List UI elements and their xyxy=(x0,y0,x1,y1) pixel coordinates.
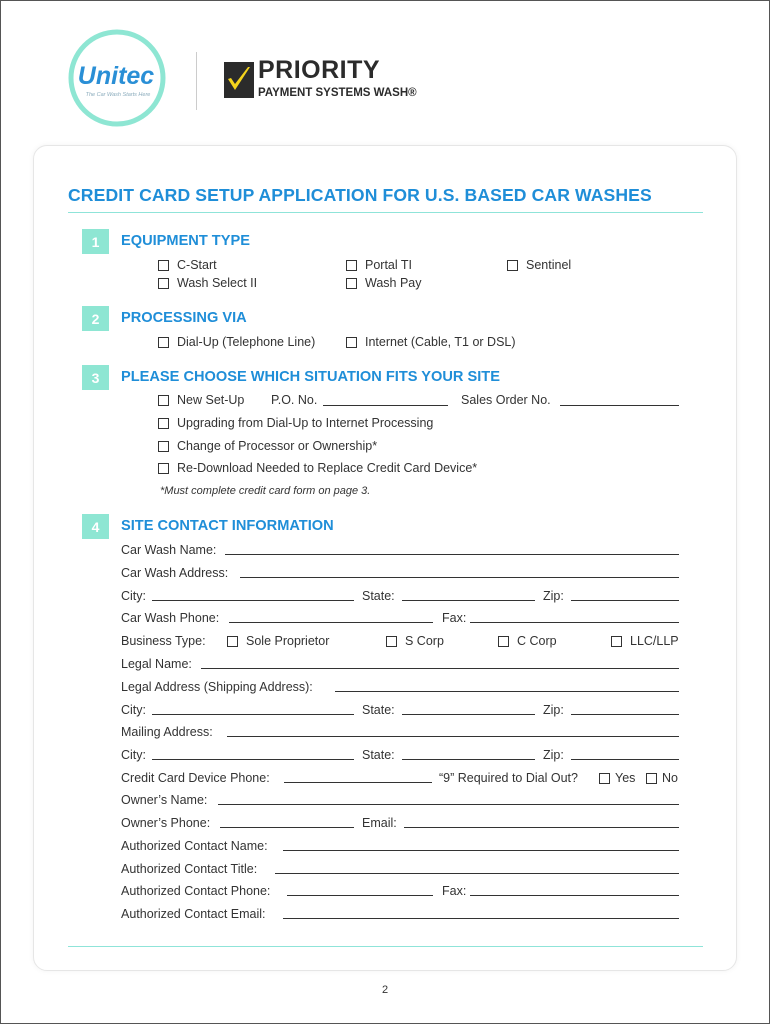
auth-email-field[interactable] xyxy=(283,918,679,919)
city-label: City: xyxy=(121,703,146,717)
business-type-label: Business Type: xyxy=(121,634,206,648)
zip-label: Zip: xyxy=(543,748,564,762)
checkbox-sentinel[interactable]: Sentinel xyxy=(507,258,571,272)
city-field[interactable] xyxy=(152,714,354,715)
checkbox-internet[interactable]: Internet (Cable, T1 or DSL) xyxy=(346,335,516,349)
page-3-note: *Must complete credit card form on page 3. xyxy=(160,485,371,497)
checkbox-upgrading[interactable]: Upgrading from Dial-Up to Internet Processing xyxy=(158,416,433,430)
zip-field[interactable] xyxy=(571,600,679,601)
checkbox-change-processor[interactable]: Change of Processor or Ownership* xyxy=(158,439,377,453)
checkbox-redownload[interactable]: Re-Download Needed to Replace Credit Card Device* xyxy=(158,461,477,475)
email-field[interactable] xyxy=(404,827,679,828)
owner-name-field[interactable] xyxy=(218,804,679,805)
checkbox-sole-proprietor[interactable]: Sole Proprietor xyxy=(227,634,329,648)
checkbox-wash-pay[interactable]: Wash Pay xyxy=(346,276,422,290)
bottom-rule xyxy=(68,946,703,947)
unitec-name: Unitec xyxy=(77,62,155,90)
section-4-heading: SITE CONTACT INFORMATION xyxy=(121,518,334,534)
legal-name-field[interactable] xyxy=(201,668,679,669)
car-wash-name-field[interactable] xyxy=(225,554,679,555)
sales-order-field[interactable] xyxy=(560,405,679,406)
mailing-address-field[interactable] xyxy=(227,736,679,737)
checkbox-box[interactable] xyxy=(386,636,397,647)
section-1-number: 1 xyxy=(82,229,109,254)
state-field[interactable] xyxy=(402,714,535,715)
city-label: City: xyxy=(121,748,146,762)
checkbox-box[interactable] xyxy=(646,773,657,784)
car-wash-address-field[interactable] xyxy=(240,577,679,578)
section-2-number: 2 xyxy=(82,306,109,331)
city-field[interactable] xyxy=(152,600,354,601)
section-2-heading: PROCESSING VIA xyxy=(121,310,247,326)
checkbox-box[interactable] xyxy=(507,260,518,271)
section-4-number: 4 xyxy=(82,514,109,539)
sales-order-label: Sales Order No. xyxy=(461,393,551,407)
legal-name-label: Legal Name: xyxy=(121,657,192,671)
priority-name: PRIORITY xyxy=(258,56,381,84)
owner-name-label: Owner’s Name: xyxy=(121,793,208,807)
dial-out-label: “9” Required to Dial Out? xyxy=(439,771,578,785)
auth-name-label: Authorized Contact Name: xyxy=(121,839,268,853)
car-wash-phone-field[interactable] xyxy=(229,622,433,623)
city-label: City: xyxy=(121,589,146,603)
auth-phone-field[interactable] xyxy=(287,895,433,896)
state-field[interactable] xyxy=(402,600,535,601)
city-field[interactable] xyxy=(152,759,354,760)
checkmark-icon xyxy=(224,62,254,98)
section-1-heading: EQUIPMENT TYPE xyxy=(121,233,250,249)
auth-title-field[interactable] xyxy=(275,873,679,874)
checkbox-box[interactable] xyxy=(611,636,622,647)
title-rule xyxy=(68,212,703,213)
checkbox-yes[interactable]: Yes xyxy=(599,771,635,785)
device-phone-field[interactable] xyxy=(284,782,432,783)
priority-subtitle: PAYMENT SYSTEMS WASH® xyxy=(258,87,417,99)
owner-phone-label: Owner’s Phone: xyxy=(121,816,211,830)
checkbox-llc-llp[interactable]: LLC/LLP xyxy=(611,634,679,648)
checkbox-box[interactable] xyxy=(158,418,169,429)
state-label: State: xyxy=(362,748,395,762)
auth-email-label: Authorized Contact Email: xyxy=(121,907,266,921)
priority-logo xyxy=(224,58,424,102)
logo-divider xyxy=(196,52,197,110)
checkbox-box[interactable] xyxy=(158,395,169,406)
legal-address-field[interactable] xyxy=(335,691,679,692)
owner-phone-field[interactable] xyxy=(220,827,354,828)
checkbox-box[interactable] xyxy=(158,260,169,271)
car-wash-phone-label: Car Wash Phone: xyxy=(121,611,220,625)
page-title: CREDIT CARD SETUP APPLICATION FOR U.S. BASED CAR WASHES xyxy=(68,185,652,205)
checkbox-box[interactable] xyxy=(227,636,238,647)
checkbox-box[interactable] xyxy=(158,278,169,289)
checkbox-s-corp[interactable]: S Corp xyxy=(386,634,444,648)
auth-title-label: Authorized Contact Title: xyxy=(121,862,258,876)
state-label: State: xyxy=(362,589,395,603)
state-field[interactable] xyxy=(402,759,535,760)
fax-field[interactable] xyxy=(470,622,679,623)
auth-name-field[interactable] xyxy=(283,850,679,851)
checkbox-wash-select-ii[interactable]: Wash Select II xyxy=(158,276,257,290)
fax-label: Fax: xyxy=(442,884,467,898)
legal-address-label: Legal Address (Shipping Address): xyxy=(121,680,313,694)
zip-field[interactable] xyxy=(571,714,679,715)
section-3-number: 3 xyxy=(82,365,109,390)
checkbox-box[interactable] xyxy=(158,337,169,348)
email-label: Email: xyxy=(362,816,397,830)
section-3-heading: PLEASE CHOOSE WHICH SITUATION FITS YOUR SITE xyxy=(121,369,500,385)
checkbox-no[interactable]: No xyxy=(646,771,678,785)
state-label: State: xyxy=(362,703,395,717)
checkbox-box[interactable] xyxy=(158,441,169,452)
checkbox-box[interactable] xyxy=(346,278,357,289)
checkbox-box[interactable] xyxy=(599,773,610,784)
device-phone-label: Credit Card Device Phone: xyxy=(121,771,270,785)
auth-phone-label: Authorized Contact Phone: xyxy=(121,884,271,898)
unitec-tagline: The Car Wash Starts Here xyxy=(85,92,151,98)
zip-label: Zip: xyxy=(543,703,564,717)
page-number: 2 xyxy=(381,984,389,996)
unitec-logo xyxy=(62,28,172,128)
checkbox-box[interactable] xyxy=(346,260,357,271)
fax-field[interactable] xyxy=(470,895,679,896)
zip-label: Zip: xyxy=(543,589,564,603)
checkbox-dial-up[interactable]: Dial-Up (Telephone Line) xyxy=(158,335,315,349)
checkbox-box[interactable] xyxy=(346,337,357,348)
checkbox-portal-ti[interactable]: Portal TI xyxy=(346,258,412,272)
checkbox-c-corp[interactable]: C Corp xyxy=(498,634,557,648)
zip-field[interactable] xyxy=(571,759,679,760)
checkbox-box[interactable] xyxy=(158,463,169,474)
po-label: P.O. No. xyxy=(271,393,318,407)
checkbox-new-setup[interactable]: New Set-Up xyxy=(158,393,244,407)
fax-label: Fax: xyxy=(442,611,467,625)
checkbox-c-start[interactable]: C-Start xyxy=(158,258,217,272)
mailing-address-label: Mailing Address: xyxy=(121,725,213,739)
car-wash-name-label: Car Wash Name: xyxy=(121,543,217,557)
checkbox-box[interactable] xyxy=(498,636,509,647)
po-field[interactable] xyxy=(323,405,448,406)
car-wash-address-label: Car Wash Address: xyxy=(121,566,229,580)
